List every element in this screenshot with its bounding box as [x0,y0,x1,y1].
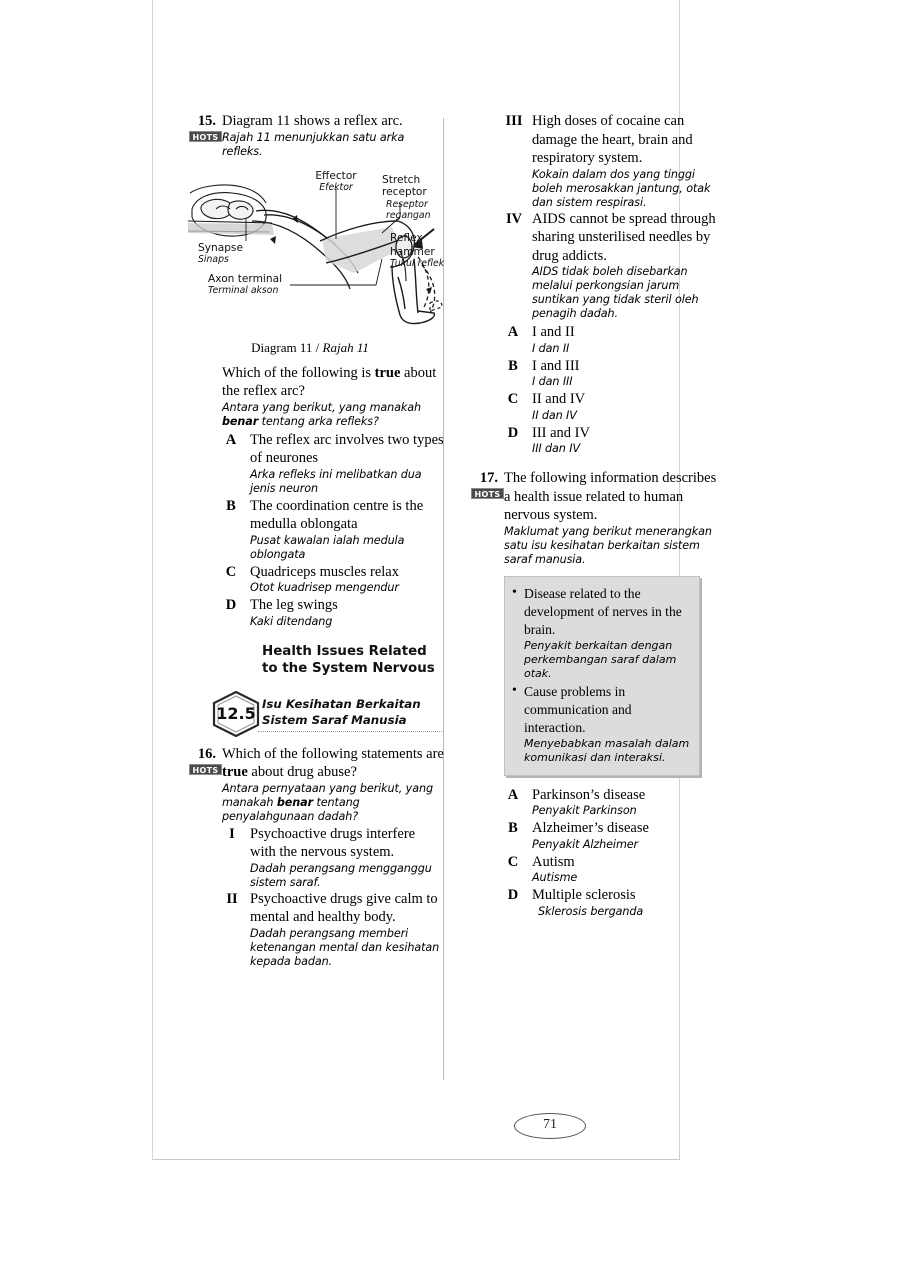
statement-ii-text-en: Psychoactive drugs give calm to mental and healthy body. [250,890,438,925]
section-dotted-rule [258,731,444,732]
option-d[interactable] [504,424,726,457]
figure-caption-en: Diagram 11 / [251,339,323,355]
info-item-1 [511,585,691,681]
page-columns [186,112,742,1102]
question-17-prompt [504,469,726,567]
question-15-stem-en-b: arc. [381,113,403,129]
option-a-text-my: Arka refleks ini melibatkan dua jenis neuron [250,467,422,495]
label-stretch-receptor-en-2: receptor [382,185,427,198]
question-15-stem-my: Rajah 11 menunjukkan satu arka refleks. [222,130,405,158]
question-15-stem-en-a: Diagram 11 shows a reflex [222,113,378,129]
option-c-key: C [507,853,519,870]
option-a-text-en: The reflex arc involves two types of neurones [250,431,444,466]
question-15-prompt-my-2: tentang arka refleks? [258,414,379,428]
page-number: 71 [514,1113,586,1139]
question-17-info-box [504,576,700,776]
question-16-prompt-my-2: tentang penyalahgunaan dadah? [222,795,360,823]
option-b[interactable] [504,357,726,390]
label-axon-terminal-en: Axon terminal [208,272,283,285]
option-c-text-my: Otot kuadrisep mengendur [250,581,399,594]
question-16-prompt [222,745,444,824]
question-15-prompt [222,364,444,429]
question-16-number: 16. [197,745,216,762]
label-synapse-en: Synapse [198,241,243,254]
figure-caption-my: Rajah 11 [322,339,369,355]
question-15-options [222,431,444,629]
label-stretch-receptor-en-1: Stretch [382,173,421,186]
statement-ii-text-my: Dadah perangsang memberi ketenangan mental dan kesihatan kepada badan. [250,926,440,968]
question-15-prompt-my [222,401,444,429]
section-number-text: 12.5 [216,703,256,723]
question-17-number: 17. [479,470,498,486]
question-15-prompt-my-bold: benar [222,414,259,428]
statement-i-text-my: Dadah perangsang mengganggu sistem saraf. [250,861,432,889]
question-15 [186,112,444,629]
statement-iv [504,210,726,322]
option-a-key: A [507,324,519,340]
question-16-options [504,323,726,456]
label-reflex-hammer-en-2: hammer [390,245,435,258]
option-d-text-en: The leg swings [250,597,338,613]
option-c-text-en: II and IV [532,391,586,407]
question-15-prompt-en-2: about the reflex arc? [222,364,437,399]
label-reflex-hammer-my: Tukul refleks [390,257,444,269]
option-d-text-en: III and IV [532,424,590,441]
section-title-my: Isu Kesihatan Berkaitan Sistem Saraf Manusia [262,696,421,727]
option-b-text-en: I and III [532,357,580,374]
option-b-text-en: Alzheimer’s disease [532,820,649,836]
option-d-text-en: Multiple sclerosis [532,887,636,903]
bullet-icon: • [512,682,517,698]
question-16-prompt-en-2: about drug abuse? [247,764,357,780]
section-header-12-5 [186,643,444,735]
option-c[interactable] [504,853,726,886]
question-16-prompt-en-bold: true [222,764,248,780]
question-16-prompt-my [222,782,444,824]
statement-iv-text-my: AIDS tidak boleh disebarkan melalui perkongsian jarum suntikan yang tidak steril oleh penagih dadah. [532,265,699,320]
section-title-en: Health Issues Related to the System Nervous [262,643,435,676]
option-a-text-my: Penyakit Parkinson [532,804,637,817]
option-b-key: B [226,497,236,514]
question-15-number: 15. [197,113,216,129]
option-c-text-my: Autisme [532,871,578,884]
option-d-text-my: Kaki ditendang [250,614,333,628]
question-16-statements-continued [504,112,726,321]
question-15-prompt-en-bold: true [374,364,401,381]
option-b[interactable] [222,497,444,562]
option-d[interactable] [222,596,444,629]
label-stretch-receptor-my-2: regangan [386,209,431,221]
question-15-prompt-my-1: Antara yang berikut, yang manakah [222,400,422,414]
option-a[interactable] [222,431,444,496]
hots-badge: HOTS [189,764,222,775]
question-16-statements [222,825,444,969]
option-a[interactable] [504,323,726,356]
statement-iv-key: IV [505,210,523,227]
right-column [468,112,726,920]
option-d-text-my: III dan IV [532,442,581,455]
info-item-1-en: Disease related to the development of nerves in the brain. [524,585,682,637]
option-b-key: B [508,820,518,836]
option-c[interactable] [504,390,726,423]
option-d-key: D [225,597,237,613]
info-item-2 [511,683,691,765]
option-a-text-en: Parkinson’s disease [532,786,646,803]
statement-iii-key: III [505,113,523,129]
statement-ii [222,890,444,969]
option-a-key: A [507,786,519,803]
question-16 [186,745,444,969]
reflex-arc-figure [186,165,444,356]
statement-iii-text-en: High doses of cocaine can damage the heart, brain and respiratory system. [532,113,693,166]
statement-iii [504,112,726,210]
option-b-key: B [508,357,518,374]
reflex-arc-diagram-svg [186,165,444,333]
option-c-key: C [225,563,237,580]
label-synapse-my: Sinaps [198,253,229,265]
option-b-text-my: Pusat kawalan ialah medula oblongata [250,533,405,561]
option-d[interactable] [504,886,726,919]
option-d-key: D [507,887,519,903]
question-16-prompt-my-bold: benar [276,795,314,809]
label-axon-terminal-my: Terminal akson [208,284,279,296]
option-d-key: D [507,424,519,441]
label-effector-my: Efektor [319,181,353,193]
info-item-1-my: Penyakit berkaitan dengan perkembangan saraf dalam otak. [524,638,677,680]
option-a-key: A [225,431,237,448]
question-17 [468,469,726,919]
option-c-key: C [507,391,519,407]
option-b-text-en: The coordination centre is the medulla oblongata [250,497,424,532]
statement-iii-text-my: Kokain dalam dos yang tinggi boleh merosakkan jantung, otak dan sistem respirasi. [532,167,711,209]
question-16-prompt-my-1: Antara pernyataan yang berikut, yang manakah [222,781,433,809]
question-16-prompt-en-1: Which of the following statements are [222,745,444,762]
option-a-text-en: I and II [532,324,575,340]
option-a[interactable] [504,786,726,819]
label-stretch-receptor-my-1: Reseptor [386,198,428,210]
option-c-text-en: Quadriceps muscles relax [250,563,399,580]
statement-i [222,825,444,890]
option-b-text-my: I dan III [532,375,573,388]
question-17-prompt-my: Maklumat yang berikut menerangkan satu isu kesihatan berkaitan sistem saraf manusia. [504,524,712,566]
question-15-stem [222,112,444,159]
section-number-hexagon [212,691,260,737]
option-a-text-my: I dan II [532,341,570,355]
question-17-prompt-en: The following information describes a health issue related to human nervous system. [504,470,717,523]
bullet-icon: • [512,584,517,600]
left-column [186,112,444,969]
statement-i-key: I [229,825,235,842]
label-reflex-hammer-en-1: Reflex [390,231,423,244]
hots-badge: HOTS [471,488,504,499]
statement-i-text-en: Psychoactive drugs interfere with the nervous system. [250,825,416,860]
question-17-options [504,786,726,919]
statement-ii-key: II [226,890,238,907]
option-b-text-my: Penyakit Alzheimer [532,837,639,851]
question-15-prompt-en-1: Which of the following is [222,364,375,381]
label-effector-en: Effector [315,169,357,182]
info-item-2-en: Cause problems in communication and interaction. [524,683,632,735]
option-c-text-en: Autism [532,853,575,870]
statement-iv-text-en: AIDS cannot be spread through sharing unsterilised needles by drug addicts. [532,210,716,264]
info-item-2-my: Menyebabkan masalah dalam komunikasi dan interaksi. [524,736,690,764]
option-c[interactable] [222,563,444,596]
option-d-text-my: Sklerosis berganda [538,904,644,918]
option-b[interactable] [504,819,726,852]
hots-badge: HOTS [189,131,222,142]
option-c-text-my: II dan IV [532,408,577,422]
figure-caption [176,340,444,356]
